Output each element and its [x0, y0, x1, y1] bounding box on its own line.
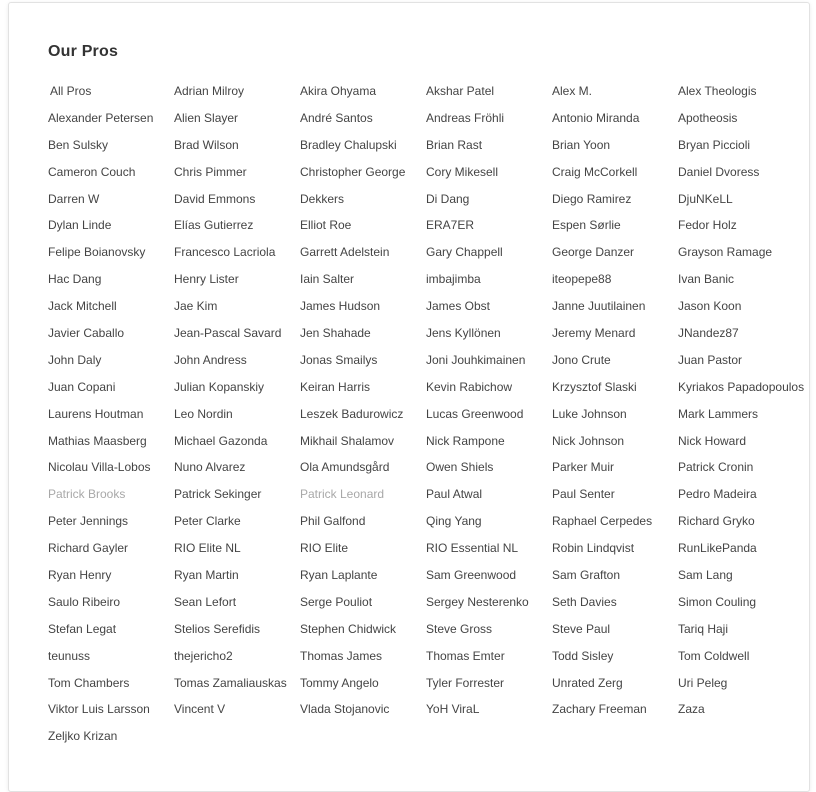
pro-link[interactable]: Leszek Badurowicz [300, 406, 404, 421]
pro-link[interactable]: Peter Jennings [48, 514, 129, 529]
pro-link[interactable]: Owen Shiels [426, 460, 494, 475]
dropdown-caret [477, 2, 498, 13]
pro-link[interactable]: teunuss [48, 648, 91, 663]
pro-link[interactable]: Brian Yoon [552, 137, 611, 152]
pro-link[interactable]: Steve Paul [552, 621, 611, 636]
pro-link[interactable]: Mikhail Shalamov [300, 433, 395, 448]
pro-link[interactable]: Stefan Legat [48, 621, 117, 636]
pro-link[interactable]: George Danzer [552, 245, 635, 260]
pro-link[interactable]: Javier Caballo [48, 326, 125, 341]
pro-link[interactable]: John Andress [174, 352, 247, 367]
pro-link[interactable]: Nick Rampone [426, 433, 505, 448]
pro-link[interactable]: Jens Kyllönen [426, 326, 501, 341]
pro-link[interactable]: Tyler Forrester [426, 675, 505, 690]
pro-link[interactable]: Joni Jouhkimainen [426, 352, 526, 367]
pro-link[interactable]: Kyriakos Papadopoulos [678, 379, 804, 394]
pro-link[interactable]: Grayson Ramage [678, 245, 773, 260]
pro-link[interactable]: Sam Greenwood [426, 568, 517, 583]
pro-link[interactable]: Paul Senter [552, 487, 615, 502]
pro-link[interactable]: Di Dang [426, 191, 470, 206]
pro-link[interactable]: Lucas Greenwood [426, 406, 524, 421]
pro-link[interactable]: Jono Crute [552, 352, 611, 367]
pro-link[interactable]: Sergey Nesterenko [426, 594, 529, 609]
pro-link[interactable]: Craig McCorkell [552, 164, 638, 179]
pro-link[interactable]: Jeremy Menard [552, 326, 636, 341]
pro-link[interactable]: Diego Ramirez [552, 191, 632, 206]
pro-link[interactable]: Raphael Cerpedes [552, 514, 653, 529]
pro-link[interactable]: Nick Johnson [552, 433, 625, 448]
pros-dropdown-panel [8, 2, 810, 792]
pro-link[interactable]: Saulo Ribeiro [48, 594, 121, 609]
pro-link[interactable]: Ryan Henry [48, 568, 112, 583]
pro-link[interactable]: Juan Pastor [678, 352, 743, 367]
pro-link[interactable]: Qing Yang [426, 514, 482, 529]
pro-link[interactable]: Stelios Serefidis [174, 621, 261, 636]
pro-link[interactable]: Jean-Pascal Savard [174, 326, 282, 341]
pro-link[interactable]: Serge Pouliot [300, 594, 373, 609]
pro-link[interactable]: RIO Elite [300, 541, 349, 556]
pro-link[interactable]: Nick Howard [678, 433, 747, 448]
pro-link[interactable]: Janne Juutilainen [552, 299, 646, 314]
pro-link[interactable]: Ryan Martin [174, 568, 239, 583]
pro-link[interactable]: Nuno Alvarez [174, 460, 246, 475]
pro-link[interactable]: Unrated Zerg [552, 675, 623, 690]
pro-link[interactable]: Paul Atwal [426, 487, 483, 502]
pro-link[interactable]: JNandez87 [678, 326, 739, 341]
pro-link[interactable]: David Emmons [174, 191, 256, 206]
pro-link[interactable]: ERA7ER [426, 218, 475, 233]
pro-link[interactable]: Ola Amundsgård [300, 460, 390, 475]
pro-link[interactable]: Adrian Milroy [174, 84, 245, 98]
pro-link[interactable]: RIO Essential NL [426, 541, 519, 556]
pro-link[interactable]: Darren W [48, 191, 100, 206]
pro-link[interactable]: André Santos [300, 110, 373, 125]
pro-link[interactable]: Christopher George [300, 164, 406, 179]
pro-link[interactable]: Seth Davies [552, 594, 617, 609]
pro-link[interactable]: Pedro Madeira [678, 487, 757, 502]
pro-link[interactable]: Fedor Holz [678, 218, 737, 233]
pro-link[interactable]: Brad Wilson [174, 137, 239, 152]
pro-link[interactable]: Zachary Freeman [552, 702, 647, 717]
pro-link[interactable]: Henry Lister [174, 272, 239, 287]
pro-link[interactable]: Alexander Petersen [48, 110, 154, 125]
pro-link[interactable]: Tomas Zamaliauskas [174, 675, 287, 690]
pro-link[interactable]: Nicolau Villa-Lobos [48, 460, 151, 475]
pro-link[interactable]: imbajimba [426, 272, 481, 287]
pro-link[interactable]: Vlada Stojanovic [300, 702, 390, 717]
pro-link[interactable]: Bradley Chalupski [300, 137, 397, 152]
pro-link[interactable]: Akshar Patel [426, 84, 495, 98]
pro-link[interactable]: iteopepe88 [552, 272, 612, 287]
pro-link[interactable]: Patrick Brooks [48, 487, 126, 502]
pro-link[interactable]: Chris Pimmer [174, 164, 247, 179]
pro-link[interactable]: Zaza [678, 702, 705, 717]
pro-link[interactable]: Jason Koon [678, 299, 742, 314]
pro-link[interactable]: Garrett Adelstein [300, 245, 390, 260]
pro-link[interactable]: Keiran Harris [300, 379, 371, 394]
pro-link[interactable]: Zeljko Krizan [48, 729, 118, 744]
pro-link[interactable]: Tom Chambers [48, 675, 130, 690]
pro-link[interactable]: Jae Kim [174, 299, 218, 314]
pro-link[interactable]: Dekkers [300, 191, 345, 206]
pro-link[interactable]: Hac Dang [48, 272, 102, 287]
pro-link[interactable]: Vincent V [174, 702, 226, 717]
pro-link[interactable]: Cory Mikesell [426, 164, 499, 179]
pro-link[interactable]: Elliot Roe [300, 218, 352, 233]
pro-link[interactable]: Mark Lammers [678, 406, 759, 421]
pro-link[interactable]: Ben Sulsky [48, 137, 109, 152]
pro-link[interactable]: Francesco Lacriola [174, 245, 276, 260]
pro-link[interactable]: Peter Clarke [174, 514, 241, 529]
pro-link[interactable]: Thomas James [300, 648, 383, 663]
pro-link[interactable]: Ivan Banic [678, 272, 735, 287]
pro-link[interactable]: RunLikePanda [678, 541, 757, 556]
pro-link[interactable]: Espen Sørlie [552, 218, 621, 233]
pro-link[interactable]: Michael Gazonda [174, 433, 268, 448]
pro-link[interactable]: Tom Coldwell [678, 648, 750, 663]
pro-link[interactable]: Akira Ohyama [300, 84, 377, 98]
pro-link[interactable]: Richard Gryko [678, 514, 755, 529]
pro-link[interactable]: Leo Nordin [174, 406, 233, 421]
pro-link[interactable]: Thomas Emter [426, 648, 505, 663]
pro-link[interactable]: Robin Lindqvist [552, 541, 635, 556]
pro-link[interactable]: Alex Theologis [678, 84, 757, 98]
pro-link[interactable]: Bryan Piccioli [678, 137, 751, 152]
pro-link[interactable]: Krzysztof Slaski [552, 379, 637, 394]
pro-link[interactable]: Phil Galfond [300, 514, 366, 529]
pro-link[interactable]: Andreas Fröhli [426, 110, 505, 125]
pro-link[interactable]: Steve Gross [426, 621, 493, 636]
pro-link[interactable]: Todd Sisley [552, 648, 614, 663]
pros-grid [48, 81, 804, 753]
pro-link[interactable]: Mathias Maasberg [48, 433, 147, 448]
pro-link[interactable]: Jen Shahade [300, 326, 371, 341]
pro-link[interactable]: Alex M. [552, 84, 593, 98]
pro-link[interactable]: Sam Grafton [552, 568, 621, 583]
pro-link[interactable]: James Obst [426, 299, 491, 314]
pro-link[interactable]: Simon Couling [678, 594, 757, 609]
pro-link[interactable]: DjuNKeLL [678, 191, 733, 206]
section-title: Our Pros [48, 43, 119, 60]
pro-link[interactable]: Patrick Cronin [678, 460, 754, 475]
pro-link[interactable]: Luke Johnson [552, 406, 627, 421]
pro-link[interactable]: Tommy Angelo [300, 675, 379, 690]
pro-link[interactable]: YoH ViraL [426, 702, 480, 717]
pro-link[interactable]: Elías Gutierrez [174, 218, 254, 233]
pro-link[interactable]: Kevin Rabichow [426, 379, 513, 394]
pro-link[interactable]: Laurens Houtman [48, 406, 144, 421]
pro-link[interactable]: Dylan Linde [48, 218, 112, 233]
pro-link[interactable]: Apotheosis [678, 110, 738, 125]
pro-link[interactable]: Brian Rast [426, 137, 483, 152]
pro-link[interactable]: Patrick Sekinger [174, 487, 262, 502]
pro-link[interactable]: Daniel Dvoress [678, 164, 760, 179]
pro-link[interactable]: Stephen Chidwick [300, 621, 397, 636]
pro-link[interactable]: Richard Gayler [48, 541, 129, 556]
pro-link[interactable]: John Daly [48, 352, 102, 367]
pro-link[interactable]: Juan Copani [48, 379, 116, 394]
pro-link[interactable]: Uri Peleg [678, 675, 728, 690]
pro-link[interactable]: Cameron Couch [48, 164, 136, 179]
pro-link[interactable]: RIO Elite NL [174, 541, 241, 556]
pro-link[interactable]: Julian Kopanskiy [174, 379, 265, 394]
pro-link[interactable]: thejericho2 [174, 648, 233, 663]
pro-link[interactable]: Patrick Leonard [300, 487, 385, 502]
pro-link[interactable]: Antonio Miranda [552, 110, 640, 125]
pro-link[interactable]: Tariq Haji [678, 621, 729, 636]
pro-link[interactable]: Sean Lefort [174, 594, 237, 609]
pro-link[interactable]: Felipe Boianovsky [48, 245, 146, 260]
pro-link[interactable]: Gary Chappell [426, 245, 503, 260]
pro-link[interactable]: Alien Slayer [174, 110, 239, 125]
pro-link[interactable]: James Hudson [300, 299, 381, 314]
pro-link[interactable]: Jonas Smailys [300, 352, 378, 367]
pro-link[interactable]: Parker Muir [552, 460, 615, 475]
pro-link[interactable]: Ryan Laplante [300, 568, 378, 583]
pro-link[interactable]: Sam Lang [678, 568, 733, 583]
pro-link[interactable]: Iain Salter [300, 272, 355, 287]
pro-link[interactable]: Viktor Luis Larsson [48, 702, 150, 717]
pro-link[interactable]: Jack Mitchell [48, 299, 117, 314]
all-pros-link[interactable]: All Pros [50, 84, 92, 98]
